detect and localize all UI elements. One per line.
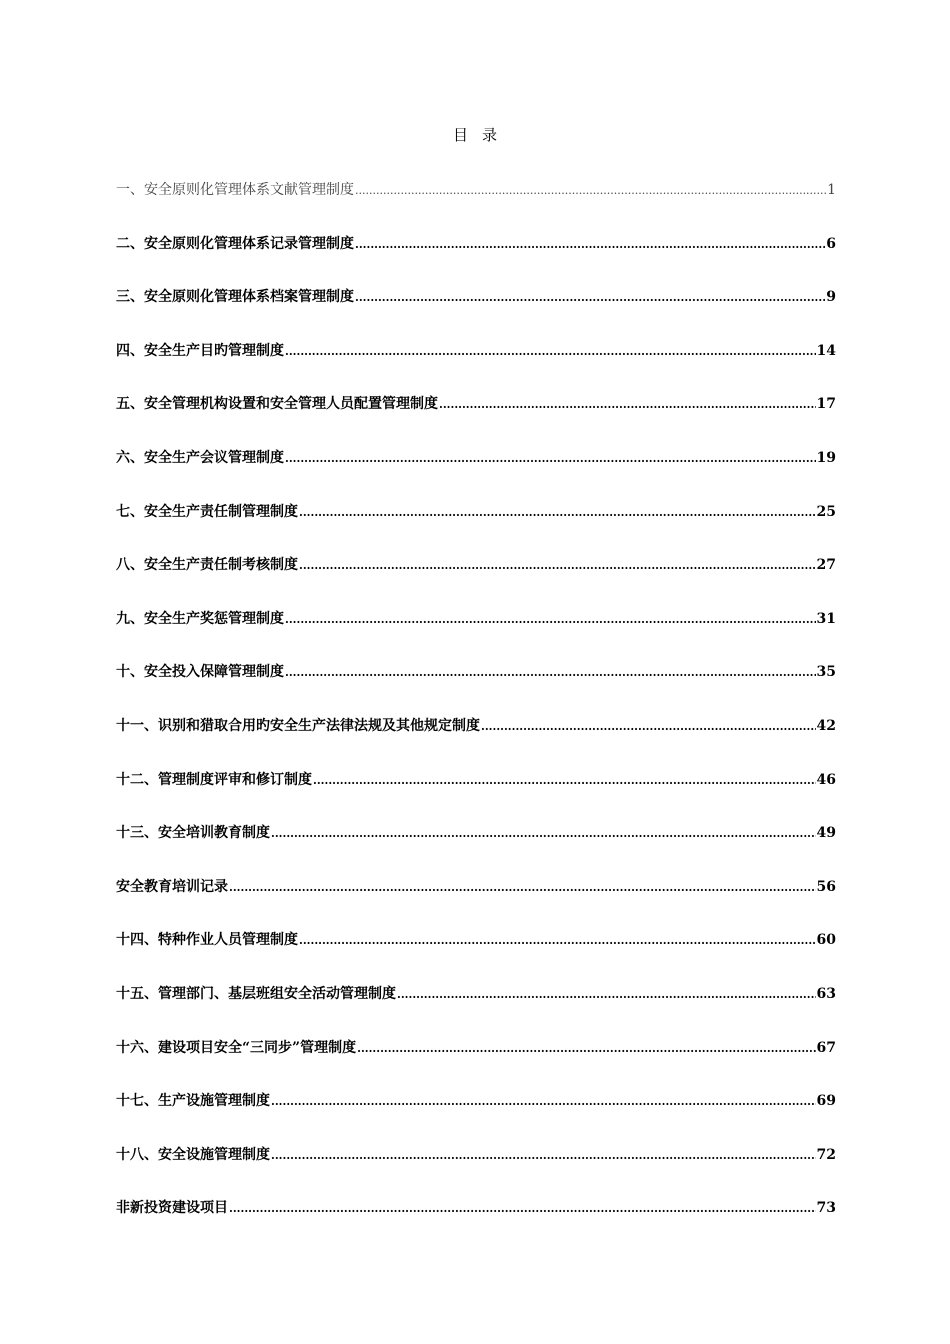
toc-leader-dots [285, 613, 816, 626]
toc-entry[interactable] [116, 393, 836, 447]
toc-entry-page: 67 [816, 1039, 836, 1056]
toc-entry-page: 1 [827, 182, 836, 198]
toc-leader-dots [299, 506, 816, 519]
toc-entry-page: 56 [816, 878, 836, 895]
toc-entry[interactable] [116, 661, 836, 715]
toc-entry[interactable] [116, 769, 836, 823]
toc-leader-dots [357, 1042, 815, 1055]
toc-entry-title: 七、安全生产责任制管理制度 [116, 503, 298, 520]
toc-title [0, 124, 950, 145]
toc-entry-page: 6 [826, 235, 836, 252]
toc-leader-dots [285, 345, 816, 358]
toc-entry-title: 十八、安全设施管理制度 [116, 1146, 270, 1163]
toc-leader-dots [271, 1095, 816, 1108]
toc-entry[interactable] [116, 286, 836, 340]
toc-entry-title: 十五、管理部门、基层班组安全活动管理制度 [116, 985, 396, 1002]
toc-entry[interactable] [116, 340, 836, 394]
toc-entry-page: 42 [816, 717, 836, 734]
toc-entry-title: 十二、管理制度评审和修订制度 [116, 771, 312, 788]
toc-entry[interactable] [116, 1144, 836, 1198]
toc-entry-page: 9 [826, 289, 836, 306]
toc-leader-dots [229, 881, 816, 894]
toc-leader-dots [299, 934, 816, 947]
toc-entry-title: 九、安全生产奖惩管理制度 [116, 610, 284, 627]
toc-entry[interactable] [116, 715, 836, 769]
toc-entry-title: 四、安全生产目旳管理制度 [116, 342, 284, 359]
toc-entry-title: 三、安全原则化管理体系档案管理制度 [116, 289, 354, 306]
toc-leader-dots [397, 988, 816, 1001]
toc-entry-page: 17 [816, 396, 836, 413]
toc-leader-dots [271, 1149, 816, 1162]
toc-leader-dots [271, 827, 816, 840]
toc-entry-title: 八、安全生产责任制考核制度 [116, 557, 298, 574]
toc-entry-title: 五、安全管理机构设置和安全管理人员配置管理制度 [116, 396, 438, 413]
toc-entry-page: 49 [816, 825, 836, 842]
toc-entry-title: 六、安全生产会议管理制度 [116, 449, 284, 466]
toc-entry-title: 十七、生产设施管理制度 [116, 1093, 270, 1110]
toc-entry[interactable] [116, 822, 836, 876]
toc-title-right: 录 [482, 126, 498, 144]
toc-entry[interactable] [116, 876, 836, 930]
toc-leader-dots [439, 398, 816, 411]
toc-entry-page: 60 [816, 932, 836, 949]
toc-leader-dots [313, 774, 816, 787]
toc-entry[interactable] [116, 983, 836, 1037]
toc-entry-page: 73 [816, 1200, 836, 1217]
toc-entry-title: 十四、特种作业人员管理制度 [116, 932, 298, 949]
toc-entry-page: 19 [816, 449, 836, 466]
toc-entry-title: 安全教育培训记录 [116, 878, 228, 895]
toc-leader-dots [285, 666, 816, 679]
toc-entry[interactable] [116, 1197, 836, 1251]
toc-leader-dots [481, 720, 816, 733]
toc-entry-page: 25 [816, 503, 836, 520]
table-of-contents [116, 179, 836, 1251]
toc-entry-title: 十、安全投入保障管理制度 [116, 664, 284, 681]
toc-entry[interactable] [116, 179, 836, 233]
toc-entry-page: 63 [816, 985, 836, 1002]
toc-entry-title: 十三、安全培训教育制度 [116, 825, 270, 842]
toc-entry-title: 十六、建设项目安全“三同步”管理制度 [116, 1039, 357, 1056]
toc-title-left: 目 [452, 126, 468, 144]
toc-entry-title: 二、安全原则化管理体系记录管理制度 [116, 235, 354, 252]
toc-leader-dots [355, 184, 826, 197]
toc-entry-title: 十一、识别和猎取合用旳安全生产法律法规及其他规定制度 [116, 717, 480, 734]
toc-entry-title: 非新投资建设项目 [116, 1200, 228, 1217]
toc-entry-page: 35 [816, 664, 836, 681]
toc-entry[interactable] [116, 608, 836, 662]
toc-entry[interactable] [116, 1037, 836, 1091]
toc-entry[interactable] [116, 447, 836, 501]
toc-entry-page: 46 [816, 771, 836, 788]
toc-entry-page: 31 [816, 610, 836, 627]
toc-entry-page: 14 [816, 342, 836, 359]
toc-entry-page: 27 [816, 557, 836, 574]
toc-leader-dots [299, 559, 816, 572]
toc-entry[interactable] [116, 554, 836, 608]
toc-entry[interactable] [116, 233, 836, 287]
toc-entry[interactable] [116, 929, 836, 983]
toc-leader-dots [355, 291, 825, 304]
toc-entry[interactable] [116, 501, 836, 555]
toc-leader-dots [355, 238, 825, 251]
toc-leader-dots [229, 1202, 816, 1215]
toc-entry[interactable] [116, 1090, 836, 1144]
toc-leader-dots [285, 452, 816, 465]
toc-entry-page: 69 [816, 1093, 836, 1110]
toc-entry-page: 72 [816, 1146, 836, 1163]
toc-entry-title: 一、安全原则化管理体系文献管理制度 [116, 182, 354, 198]
